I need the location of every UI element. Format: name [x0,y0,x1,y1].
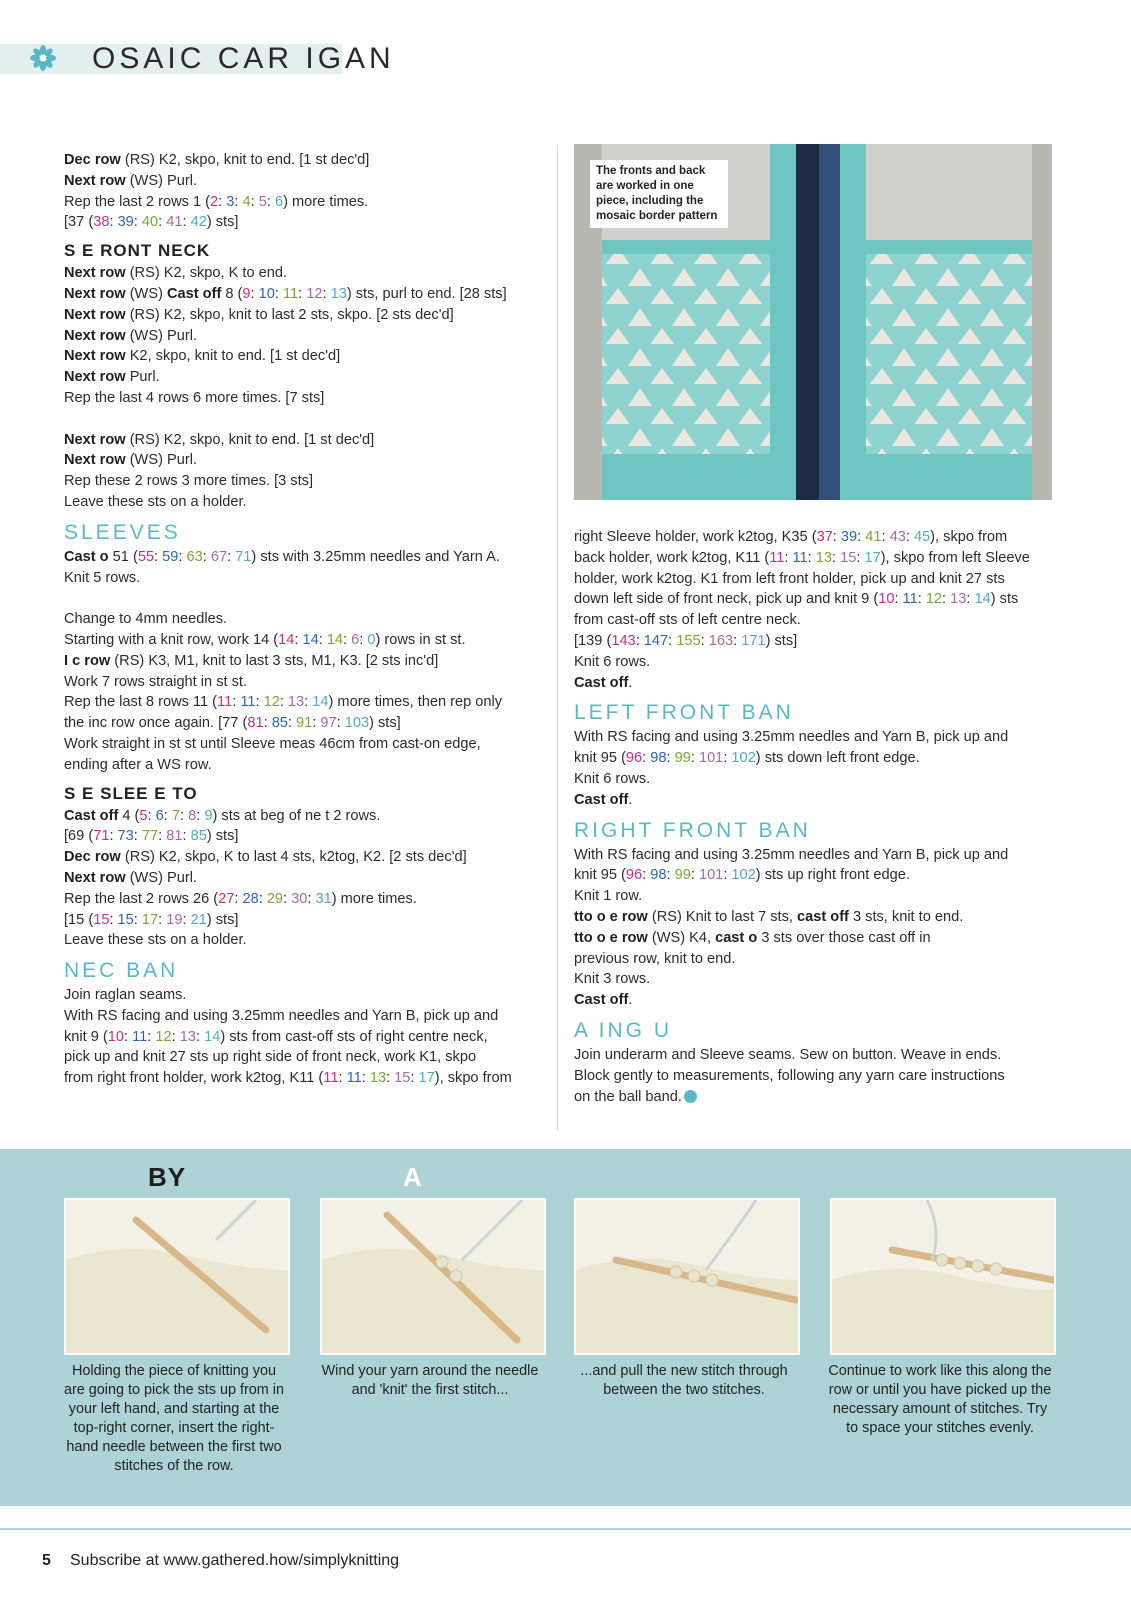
instruction-line: on the ball band. [574,1087,1064,1108]
instruction-line: down left side of front neck, pick up and knit 9 (10: 11: 12: 13: 14) sts [574,591,1019,608]
instruction-block [574,527,1064,693]
instruction-line: Cast off 4 (5: 6: 7: 8: 9) sts at beg of ne t 2 rows. [64,807,381,824]
instruction-line: tto o e row (RS) Knit to last 7 sts, cast off 3 sts, knit to end. [574,908,964,925]
instruction-line: I c row (RS) K3, M1, knit to last 3 sts, M1, K3. [2 sts inc'd] [64,652,439,669]
instruction-block [64,263,554,409]
left-column [64,150,554,1089]
instruction-block [64,430,554,513]
instruction-line: from cast-off sts of left centre neck. [574,612,801,629]
instruction-line: [15 (15: 15: 17: 19: 21) sts] [64,911,239,928]
instruction-line: [69 (71: 73: 77: 81: 85) sts] [64,828,239,845]
instruction-line: Next row K2, skpo, knit to end. [1 st dec'd] [64,348,341,365]
instruction-line: Cast off. [574,791,633,808]
step-2-text: Wind your yarn around the needle and 'knit' the first stitch... [321,1363,539,1398]
instruction-line: ending after a WS row. [64,756,212,773]
step-2-photo [320,1198,546,1355]
instruction-block [574,1045,1064,1107]
instruction-block [64,806,554,952]
instruction-line: Next row (RS) K2, skpo, knit to end. [1 st dec'd] [64,431,375,448]
instruction-line: pick up and knit 27 sts up right side of front neck, work K1, skpo [64,1049,477,1066]
instruction-line: Rep the last 4 rows 6 more times. [7 sts] [64,389,325,406]
instruction-line: Knit 6 rows. [574,770,651,787]
instruction-line: Next row (RS) K2, skpo, K to end. [64,265,288,282]
instruction-line: Knit 6 rows. [574,653,651,670]
instruction-line: previous row, knit to end. [574,950,736,967]
footer-subscribe-link[interactable]: Subscribe at www.gathered.how/simplyknitting [70,1552,400,1569]
instruction-line: Dec row (RS) K2, skpo, knit to end. [1 st dec'd] [64,152,370,168]
instruction-line: Next row (WS) Purl. [64,172,197,189]
column-divider [557,145,558,1130]
instruction-block [64,547,554,589]
instruction-block [574,727,1064,810]
instruction-line: right Sleeve holder, work k2tog, K35 (37: 39: 41: 43: 45), skpo from [574,529,1008,545]
instruction-line: Knit 5 rows. [64,569,141,586]
instruction-line: Rep the last 2 rows 26 (27: 28: 29: 30: 31) more times. [64,890,417,907]
instruction-line: Next row (RS) K2, skpo, knit to last 2 sts, skpo. [2 sts dec'd] [64,306,454,323]
instruction-line: from right front holder, work k2tog, K11 (11: 11: 13: 15: 17), skpo from [64,1070,512,1087]
section-subheading: S E SLEE E TO [64,783,198,803]
cardigan-photo [574,144,1052,500]
instruction-line: With RS facing and using 3.25mm needles and Yarn B, pick up and [574,846,1009,863]
footer-rule [0,1528,1131,1530]
instruction-line: Next row (WS) Purl. [64,452,197,469]
instruction-line: Next row (WS) Purl. [64,327,197,344]
instruction-line: Leave these sts on a holder. [64,493,247,510]
instruction-line: Starting with a knit row, work 14 (14: 14: 14: 6: 0) rows in st st. [64,631,466,648]
instruction-line: Next row (WS) Purl. [64,869,197,886]
instruction-block [64,150,554,233]
instruction-line: Work straight in st st until Sleeve meas 46cm from cast-on edge, [64,735,481,752]
instruction-line: Cast off. [574,992,633,1009]
section-heading-sleeves: SLEEVES [64,520,181,544]
section-heading-neckband: NEC BAN [64,959,179,983]
instruction-line: tto o e row (WS) K4, cast o 3 sts over those cast off in [574,929,931,946]
instruction-block [64,985,554,1089]
instruction-line: Rep these 2 rows 3 more times. [3 sts] [64,473,313,490]
flower-icon [30,45,56,71]
instruction-line: the inc row once again. [77 (81: 85: 91: 97: 103) sts] [64,715,401,732]
instruction-line: Dec row (RS) K2, skpo, K to last 4 sts, k2tog, K2. [2 sts dec'd] [64,849,467,866]
band-title: BY [148,1162,187,1192]
instruction-line: holder, work k2tog. K1 from left front holder, pick up and knit 27 sts [574,570,1005,587]
step-3-photo [574,1198,800,1355]
end-dot-icon [684,1090,697,1103]
instruction-line: Join raglan seams. [64,987,187,1004]
section-subheading: S E RONT NECK [64,241,211,261]
instruction-line: Leave these sts on a holder. [64,932,247,949]
instruction-line: Rep the last 8 rows 11 (11: 11: 12: 13: 14) more times, then rep only [64,694,503,711]
instruction-line: [37 (38: 39: 40: 41: 42) sts] [64,214,239,231]
instruction-line: Next row Purl. [64,369,160,386]
step-3-text: ...and pull the new stitch through between the two stitches. [580,1363,788,1398]
instruction-line: Knit 3 rows. [574,971,651,988]
photo-caption: The fronts and back are worked in one piece, including the mosaic border pattern [590,160,728,228]
instruction-line: knit 95 (96: 98: 99: 101: 102) sts up right front edge. [574,867,910,884]
instruction-line: Rep the last 2 rows 1 (2: 3: 4: 5: 6) more times. [64,193,369,210]
instruction-line: Cast off. [574,674,633,691]
instruction-line: Join underarm and Sleeve seams. Sew on button. Weave in ends. [574,1046,1002,1063]
section-heading-right-front-band: RIGHT FRONT BAN [574,818,811,842]
instruction-line: Cast o 51 (55: 59: 63: 67: 71) sts with 3.25mm needles and Yarn A. [64,548,500,565]
instruction-line: Next row (WS) Cast off 8 (9: 10: 11: 12: 13) sts, purl to end. [28 sts] [64,285,507,302]
step-4-text: Continue to work like this along the row or until you have picked up the necessary amount of stitches. Try to space your stitches evenly. [828,1363,1052,1436]
step-1-text: Holding the piece of knitting you are going to pick the sts up from in your left hand, and starting at the top-right corner, insert the right-hand needle between the first two stitches of the row. [64,1363,284,1474]
instruction-line: With RS facing and using 3.25mm needles and Yarn B, pick up and [64,1007,499,1024]
right-column [574,527,1064,1107]
page-title: OSAIC CAR IGAN [92,42,395,75]
band-title-secondary: A [403,1162,423,1192]
instruction-block [64,609,554,775]
step-1-photo [64,1198,290,1355]
step-4-photo [830,1198,1056,1355]
instruction-line: knit 9 (10: 11: 12: 13: 14) sts from cast-off sts of right centre neck, [64,1028,488,1045]
page-number: 5 [42,1552,51,1569]
section-heading-left-front-band: LEFT FRONT BAN [574,701,794,725]
instruction-line: knit 95 (96: 98: 99: 101: 102) sts down left front edge. [574,750,920,767]
instruction-line: Work 7 rows straight in st st. [64,673,248,690]
instruction-line: back holder, work k2tog, K11 (11: 11: 13: 15: 17), skpo from left Sleeve [574,549,1030,566]
section-heading-making-up: A ING U [574,1018,673,1042]
instruction-line: With RS facing and using 3.25mm needles and Yarn B, pick up and [574,729,1009,746]
instruction-line: Change to 4mm needles. [64,611,228,628]
instruction-line: Knit 1 row. [574,888,643,905]
instruction-line: [139 (143: 147: 155: 163: 171) sts] [574,632,798,649]
instruction-line: Block gently to measurements, following any yarn care instructions [574,1067,1005,1084]
instruction-block [574,845,1064,1011]
